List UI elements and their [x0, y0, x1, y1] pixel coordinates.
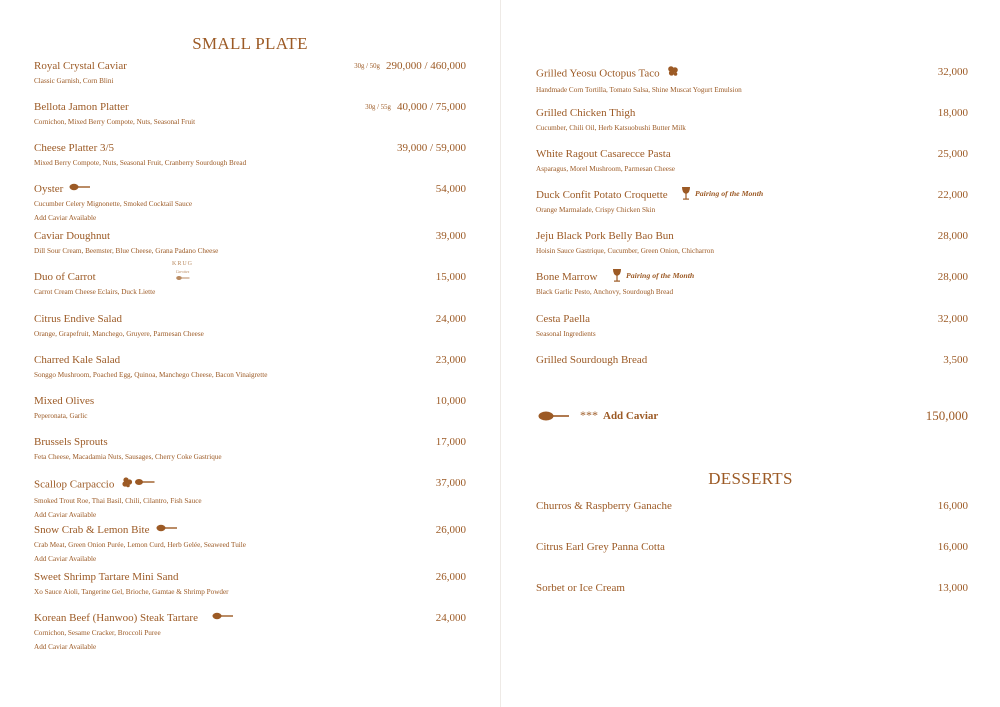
item-price: 23,000 [435, 354, 466, 366]
item-description: Peperonata, Garlic [34, 412, 88, 420]
add-caviar-price: 150,000 [925, 408, 968, 423]
item-name: Cesta Paella [536, 313, 591, 325]
item-description: Cornichon, Sesame Cracker, Broccoli Puree [34, 629, 161, 638]
item-name-row [34, 612, 466, 625]
item-name: Jeju Black Pork Belly Bao Bun [536, 230, 674, 242]
item-description: Orange, Grapefruit, Manchego, Gruyere, Parmesan Cheese [34, 330, 204, 338]
item-name: Duck Confit Potato Croquette [536, 189, 668, 201]
item-description: Hoisin Sauce Gastrique, Cucumber, Green Onion, Chicharron [536, 247, 714, 255]
item-description: Seasonal Ingredients [536, 330, 596, 338]
caviar-spoon-icon [69, 182, 91, 195]
item-description: Orange Marmalade, Crispy Chicken Skin [536, 206, 656, 214]
item-price: 54,000 [435, 183, 466, 195]
item-name: Bone Marrow [536, 271, 598, 283]
item-description: Handmade Corn Tortilla, Tomato Salsa, Shine Muscat Yogurt Emulsion [536, 86, 742, 94]
item-price: 26,000 [435, 571, 466, 583]
menu-item [536, 107, 968, 133]
item-name: Royal Crystal Caviar [34, 60, 127, 72]
pairing-of-month-badge [681, 187, 763, 201]
item-name: Citrus Earl Grey Panna Cotta [536, 541, 665, 553]
price-value: 290,000 / 460,000 [385, 60, 466, 72]
menu-item [34, 142, 466, 168]
item-price: 22,000 [937, 189, 968, 201]
item-description: Black Garlic Pesto, Anchovy, Sourdough Bread [536, 288, 674, 296]
price-value: 40,000 / 75,000 [396, 101, 466, 113]
wine-glass-icon [612, 269, 622, 283]
small-plate-heading: SMALL PLATE [192, 34, 308, 53]
item-price: 25,000 [937, 148, 968, 160]
item-price: 32,000 [937, 313, 968, 325]
item-name: Snow Crab & Lemon Bite [34, 524, 150, 537]
cilantro-icon [666, 65, 680, 81]
item-name: Sweet Shrimp Tartare Mini Sand [34, 571, 179, 583]
portion-size: 30g / 55g [365, 104, 391, 111]
item-name: Cheese Platter 3/5 [34, 142, 115, 154]
add-caviar-label [580, 408, 658, 423]
item-price: 28,000 [937, 230, 968, 242]
item-price: 32,000 [937, 66, 968, 78]
menu-item [34, 230, 466, 256]
item-price: 39,000 / 59,000 [396, 142, 466, 154]
item-price: 15,000 [435, 271, 466, 283]
item-price: 24,000 [435, 313, 466, 325]
caviar-spoon-icon [156, 523, 178, 536]
item-name-row [536, 66, 968, 82]
caviar-spoon-icon [176, 275, 190, 281]
caviar-spoon-icon [538, 409, 570, 427]
item-price: 18,000 [937, 107, 968, 119]
add-caviar-note: Add Caviar Available [34, 555, 97, 564]
krug-logo-text: KRUG [172, 261, 194, 267]
item-description: Songgo Mushroom, Poached Egg, Quinoa, Manchego Cheese, Bacon Vinaigrette [34, 371, 268, 379]
menu-item [34, 183, 466, 223]
item-description: Carrot Cream Cheese Eclairs, Duck Liette [34, 288, 156, 296]
add-caviar-text: Add Caviar [603, 410, 659, 422]
item-name: Bellota Jamon Platter [34, 101, 129, 113]
item-price [365, 101, 466, 115]
item-name: Duo of Carrot [34, 271, 96, 283]
menu-item [536, 148, 968, 174]
item-description: Cucumber Celery Mignonette, Smoked Cocktail Sauce [34, 200, 193, 209]
item-name: Mixed Olives [34, 395, 95, 407]
item-name: Citrus Endive Salad [34, 313, 122, 325]
add-caviar-note: Add Caviar Available [34, 643, 97, 652]
item-price: 37,000 [435, 477, 466, 489]
item-name: Sorbet or Ice Cream [536, 582, 625, 594]
item-price: 10,000 [435, 395, 466, 407]
item-description: Crab Meat, Green Onion Purée, Lemon Curd, Herb Gelée, Seaweed Tuile [34, 541, 246, 550]
menu-item [34, 571, 466, 597]
item-name: Grilled Chicken Thigh [536, 107, 636, 119]
item-name: Oyster [34, 183, 64, 196]
item-price [354, 60, 466, 74]
item-price: 13,000 [937, 582, 968, 594]
item-price: 28,000 [937, 271, 968, 283]
caviar-spoon-icon [212, 611, 234, 624]
item-price: 24,000 [435, 612, 466, 624]
menu-item [536, 189, 968, 215]
menu-item [536, 66, 968, 95]
item-description: Mixed Berry Compote, Nuts, Seasonal Fruit, Cranberry Sourdough Bread [34, 159, 247, 167]
menu-item [34, 60, 466, 86]
dessert-item [536, 541, 968, 554]
menu-item [34, 313, 466, 339]
item-description: Cornichon, Mixed Berry Compote, Nuts, Seasonal Fruit [34, 118, 196, 126]
item-price: 16,000 [937, 541, 968, 553]
item-description: Asparagus, Morel Mushroom, Parmesan Cheese [536, 165, 675, 173]
item-description: Feta Cheese, Macadamia Nuts, Sausages, Cherry Coke Gastrique [34, 453, 222, 461]
item-price: 3,500 [943, 354, 968, 366]
item-name-row [34, 183, 466, 196]
item-name: Grilled Sourdough Bread [536, 354, 648, 366]
item-price: 16,000 [937, 500, 968, 512]
menu-item [34, 395, 466, 421]
menu-item [34, 261, 466, 297]
add-caviar-note: Add Caviar Available [34, 511, 97, 519]
dessert-item [536, 500, 968, 513]
portion-size: 30g / 50g [354, 63, 380, 70]
menu-item [34, 477, 466, 520]
dessert-item [536, 582, 968, 595]
item-name: Churros & Raspberry Ganache [536, 500, 672, 512]
item-name-row [34, 524, 466, 537]
add-caviar-note: Add Caviar Available [34, 214, 97, 223]
stars-mark: *** [580, 408, 598, 422]
item-name: Caviar Doughnut [34, 230, 111, 242]
right-menu-page [500, 0, 1000, 707]
pairing-of-month-badge [612, 269, 694, 283]
menu-item [34, 354, 466, 380]
item-name-row [34, 477, 466, 493]
item-description: Smoked Trout Roe, Thai Basil, Chili, Cilantro, Fish Sauce [34, 497, 202, 505]
item-description: Dill Sour Cream, Beemster, Blue Cheese, Grana Padano Cheese [34, 247, 219, 255]
menu-item [536, 354, 968, 367]
menu-item [34, 524, 466, 564]
menu-item [536, 271, 968, 297]
krug-logo-subtext: Carottes [175, 269, 190, 274]
menu-item [34, 436, 466, 462]
pairing-label: Pairing of the Month [626, 270, 695, 280]
pairing-label: Pairing of the Month [695, 188, 764, 198]
desserts-heading: DESSERTS [708, 469, 793, 488]
menu-item [536, 313, 968, 339]
item-description: Xo Sauce Aioli, Tangerine Gel, Brioche, Gamtae & Shrimp Powder [34, 588, 229, 596]
item-price: 26,000 [435, 524, 466, 536]
krug-pairing-logo [172, 261, 193, 284]
item-name: White Ragout Casarecce Pasta [536, 148, 671, 160]
item-name: Scallop Carpaccio [34, 478, 115, 491]
item-price: 17,000 [435, 436, 466, 448]
item-name: Korean Beef (Hanwoo) Steak Tartare [34, 612, 198, 625]
menu-item [34, 612, 466, 652]
item-price: 39,000 [435, 230, 466, 242]
item-name: Charred Kale Salad [34, 354, 121, 366]
wine-glass-icon [681, 187, 691, 201]
item-name: Grilled Yeosu Octopus Taco [536, 67, 660, 80]
menu-item [34, 101, 466, 127]
cilantro-caviar-icon [120, 476, 156, 492]
item-description: Classic Garnish, Corn Blini [34, 77, 114, 85]
item-description: Cucumber, Chili Oil, Herb Katsuobushi Butter Milk [536, 124, 686, 132]
menu-item [536, 230, 968, 256]
item-name: Brussels Sprouts [34, 436, 108, 448]
